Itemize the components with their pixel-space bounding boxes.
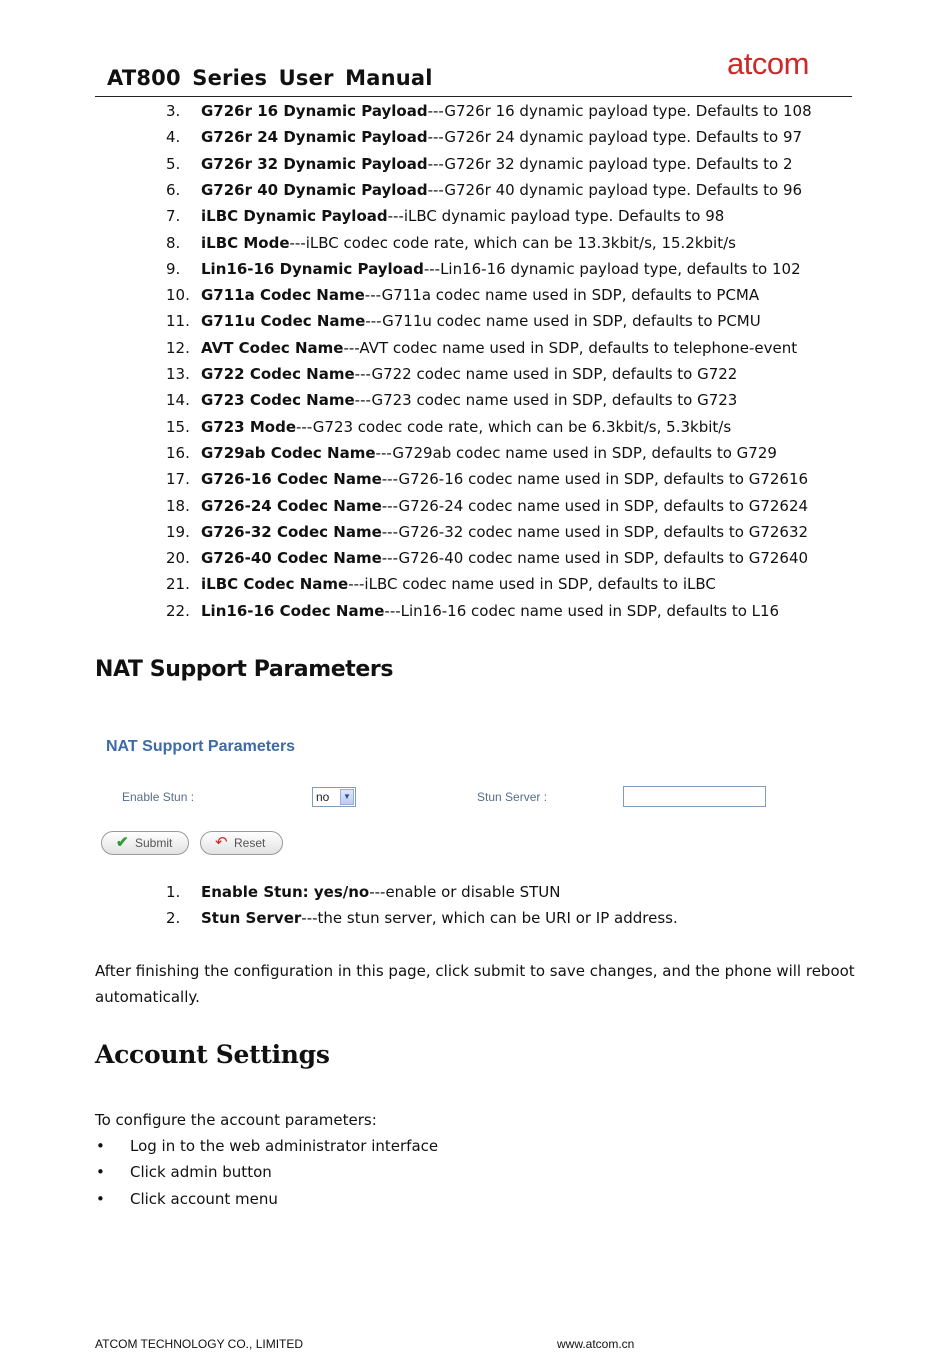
parameter-description: ---G726-32 codec name used in SDP, defaults to G72632 (381, 522, 809, 541)
parameter-name: G726-16 Codec Name (201, 470, 382, 489)
list-item-text (201, 151, 793, 177)
stun-server-label: Stun Server : (477, 790, 548, 804)
parameter-name: G726r 40 Dynamic Payload (201, 180, 428, 199)
list-item-text (201, 124, 802, 150)
parameter-description: ---G726-24 codec name used in SDP, defaults to G72624 (381, 496, 809, 515)
list-item-number: 20. (166, 549, 190, 568)
list-item-text (201, 414, 731, 440)
list-item-text (201, 905, 678, 931)
parameter-name: G723 Codec Name (201, 391, 355, 410)
manual-title: AT800 Series User Manual (107, 66, 433, 90)
save-note-paragraph: After finishing the configuration in this page, click submit to save changes, and the phone will reboot automatically. (95, 962, 855, 1006)
parameter-description: ---the stun server, which can be URI or IP address. (301, 909, 678, 928)
parameter-description: ---G723 codec name used in SDP, defaults to G723 (354, 391, 738, 410)
footer-website: www.atcom.cn (557, 1337, 635, 1351)
list-item-text (201, 493, 808, 519)
submit-button-label: Submit (135, 836, 173, 850)
account-section-heading: Account Settings (95, 1040, 330, 1069)
parameter-description: ---iLBC dynamic payload type. Defaults to 98 (387, 207, 725, 226)
list-item-text (201, 361, 737, 387)
list-item-text (201, 203, 724, 229)
atcom-logo: atcom (727, 46, 809, 81)
list-item-number: 7. (166, 207, 181, 226)
panel-title: NAT Support Parameters (106, 738, 296, 755)
parameter-name: G726-32 Codec Name (201, 522, 382, 541)
parameter-description: ---G711a codec name used in SDP, defaults to PCMA (364, 286, 760, 305)
parameter-name: G726-40 Codec Name (201, 549, 382, 568)
parameter-name: iLBC Dynamic Payload (201, 207, 388, 226)
parameter-description: ---G729ab codec name used in SDP, defaults to G729 (375, 443, 777, 462)
parameter-description: ---AVT codec name used in SDP, defaults to telephone-event (343, 338, 798, 357)
list-item-number: 17. (166, 470, 190, 489)
list-item-text (201, 545, 808, 571)
bullet-text: Click account menu (130, 1189, 278, 1208)
nat-section-heading: NAT Support Parameters (95, 657, 394, 682)
list-item-text (201, 230, 736, 256)
parameter-description: ---G711u codec name used in SDP, defaults to PCMU (365, 312, 761, 331)
parameter-name: Lin16-16 Dynamic Payload (201, 259, 424, 278)
parameter-description: ---G726r 32 dynamic payload type. Defaults to 2 (427, 154, 793, 173)
list-item-number: 21. (166, 575, 190, 594)
parameter-description: ---enable or disable STUN (369, 883, 561, 901)
list-item-text (201, 466, 808, 492)
list-item-number: 11. (166, 312, 190, 331)
parameter-description: ---G723 codec code rate, which can be 6.3kbit/s, 5.3kbit/s (296, 417, 732, 436)
list-item-number: 3. (166, 102, 181, 120)
bullet-text: Click admin button (130, 1163, 272, 1182)
list-item-text (201, 308, 761, 334)
parameter-description: ---G726r 24 dynamic payload type. Defaults to 97 (427, 128, 803, 147)
reset-button[interactable] (200, 831, 283, 855)
parameter-description: ---Lin16-16 dynamic payload type, defaults to 102 (423, 259, 801, 278)
bullet-icon: • (96, 1189, 105, 1208)
list-item-number: 19. (166, 522, 190, 541)
enable-stun-label: Enable Stun : (122, 790, 195, 804)
parameter-name: G729ab Codec Name (201, 443, 376, 462)
footer-company: ATCOM TECHNOLOGY CO., LIMITED (95, 1337, 304, 1351)
parameter-name: iLBC Mode (201, 233, 290, 252)
parameter-name: AVT Codec Name (201, 338, 344, 357)
list-item-number: 6. (166, 180, 181, 199)
chevron-down-icon[interactable]: ▼ (340, 789, 354, 805)
submit-button[interactable] (101, 831, 189, 855)
list-item-number: 2. (166, 909, 181, 928)
header-divider (95, 96, 852, 97)
parameter-name: G726r 24 Dynamic Payload (201, 128, 428, 147)
reset-button-label: Reset (234, 836, 266, 850)
list-item-number: 10. (166, 286, 190, 305)
list-item-text (201, 598, 779, 624)
parameter-description: ---G726r 16 dynamic payload type. Defaults to 108 (427, 102, 812, 120)
list-item-text (201, 282, 759, 308)
parameter-name: Enable Stun: yes/no (201, 883, 370, 901)
parameter-name: Lin16-16 Codec Name (201, 601, 385, 620)
list-item-number: 1. (166, 883, 181, 901)
parameter-name: G726-24 Codec Name (201, 496, 382, 515)
list-item-number: 18. (166, 496, 190, 515)
list-item-number: 4. (166, 128, 181, 147)
parameter-name: G711u Codec Name (201, 312, 366, 331)
enable-stun-select[interactable] (312, 787, 356, 807)
list-item-text (201, 256, 801, 282)
list-item-number: 5. (166, 154, 181, 173)
parameter-description: ---G726r 40 dynamic payload type. Defaults to 96 (427, 180, 803, 199)
list-item-text (201, 879, 560, 905)
parameter-name: G723 Mode (201, 417, 296, 436)
list-item-text (201, 335, 797, 361)
parameter-description: ---G726-40 codec name used in SDP, defaults to G72640 (381, 549, 809, 568)
parameter-description: ---G722 codec name used in SDP, defaults to G722 (354, 365, 738, 383)
list-item-number: 22. (166, 601, 190, 620)
enable-stun-selected-value: no (316, 790, 330, 804)
parameter-description: ---iLBC codec code rate, which can be 13.3kbit/s, 15.2kbit/s (289, 233, 736, 252)
list-item-number: 16. (166, 443, 190, 462)
parameter-name: G711a Codec Name (201, 286, 365, 305)
list-item-number: 12. (166, 338, 190, 357)
check-icon: ✔ (116, 834, 129, 851)
bullet-text: Log in to the web administrator interface (130, 1137, 439, 1155)
list-item-number: 8. (166, 233, 181, 252)
parameter-description: ---Lin16-16 codec name used in SDP, defaults to L16 (384, 601, 780, 620)
parameter-name: G726r 16 Dynamic Payload (201, 102, 428, 120)
parameter-description: ---iLBC codec name used in SDP, defaults to iLBC (348, 575, 716, 594)
list-item-number: 15. (166, 417, 190, 436)
parameter-name: G726r 32 Dynamic Payload (201, 154, 428, 173)
bullet-icon: • (96, 1163, 105, 1182)
list-item-text (201, 98, 812, 124)
list-item-text (201, 519, 808, 545)
parameter-description: ---G726-16 codec name used in SDP, defaults to G72616 (381, 470, 809, 489)
list-item-number: 9. (166, 259, 181, 278)
parameter-name: Stun Server (201, 909, 302, 928)
bullet-icon: • (96, 1137, 105, 1155)
parameter-name: iLBC Codec Name (201, 575, 349, 594)
list-item-text (201, 387, 737, 413)
undo-arrow-icon: ↶ (215, 834, 228, 851)
parameter-name: G722 Codec Name (201, 365, 355, 383)
stun-server-input[interactable] (623, 786, 766, 807)
list-item-text (201, 177, 802, 203)
list-item-text (201, 571, 716, 597)
list-item-number: 13. (166, 365, 190, 383)
list-item-number: 14. (166, 391, 190, 410)
list-item-text (201, 440, 777, 466)
account-intro: To configure the account parameters: (95, 1111, 377, 1129)
